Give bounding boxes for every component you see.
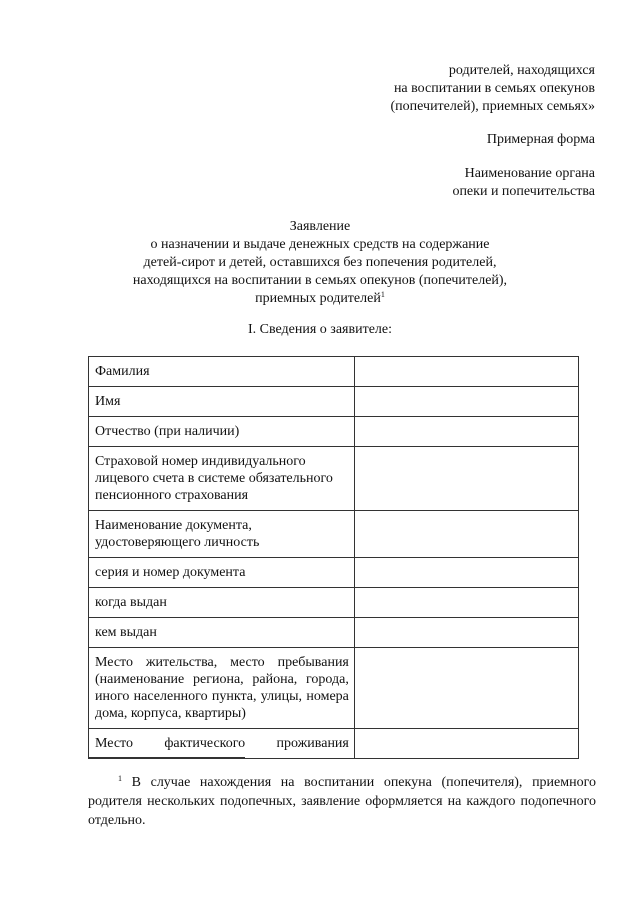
footnote-body <box>88 773 596 830</box>
row-value-field[interactable] <box>354 357 578 387</box>
header-line: родителей, находящихся <box>448 63 595 78</box>
table-row <box>89 357 579 387</box>
table-row <box>89 417 579 447</box>
row-label: Наименование документа, удостоверяющего личность <box>89 511 355 558</box>
title-line: находящихся на воспитании в семьях опекунов (попечителей), <box>132 273 508 288</box>
organ-line: опеки и попечительства <box>452 184 595 199</box>
row-label: Отчество (при наличии) <box>89 417 355 447</box>
title-heading: Заявление <box>289 219 351 234</box>
organ-name-block <box>452 165 595 201</box>
footnote-reference: 1 <box>380 290 385 299</box>
applicant-info-table <box>88 356 579 759</box>
row-value-field[interactable] <box>354 558 578 588</box>
table-row <box>89 648 579 729</box>
table-row <box>89 558 579 588</box>
section-heading: I. Сведения о заявителе: <box>247 322 393 337</box>
row-value-field[interactable] <box>354 511 578 558</box>
row-value-field[interactable] <box>354 417 578 447</box>
row-label: Место фактического проживания <box>89 729 355 759</box>
title-line: приемных родителей <box>255 291 381 306</box>
footnote-text: В случае нахождения на воспитании опекуна (попечителя), приемного родителя нескольких подопечных, заявление оформляется на каждого подопечного отдельно. <box>88 775 597 828</box>
form-label: Примерная форма <box>486 132 595 147</box>
row-label: Место жительства, место пребывания (наименование региона, района, города, иного населенного пункта, улицы, номера дома, корпуса, квартиры) <box>89 648 355 729</box>
header-line: на воспитании в семьях опекунов <box>393 81 595 96</box>
row-value-field[interactable] <box>354 447 578 511</box>
row-label: когда выдан <box>89 588 355 618</box>
header-reference <box>391 62 595 116</box>
title-line: о назначении и выдаче денежных средств на содержание <box>150 237 490 252</box>
row-value-field[interactable] <box>354 618 578 648</box>
row-label: кем выдан <box>89 618 355 648</box>
table-row <box>89 588 579 618</box>
footnote-mark: 1 <box>118 774 122 783</box>
table-row <box>89 447 579 511</box>
row-value-field[interactable] <box>354 588 578 618</box>
header-line: (попечителей), приемных семьях» <box>390 99 595 114</box>
row-label: Страховой номер индивидуального лицевого счета в системе обязательного пенсионного страхования <box>89 447 355 511</box>
organ-line: Наименование органа <box>464 166 595 181</box>
footnote <box>88 773 596 830</box>
document-title <box>0 218 640 308</box>
footnote-divider <box>88 757 245 758</box>
table-row <box>89 618 579 648</box>
table-row <box>89 729 579 759</box>
title-line-last <box>0 290 640 308</box>
row-value-field[interactable] <box>354 648 578 729</box>
row-value-field[interactable] <box>354 387 578 417</box>
row-label: Фамилия <box>89 357 355 387</box>
row-value-field[interactable] <box>354 729 578 759</box>
row-label: Имя <box>89 387 355 417</box>
row-label: серия и номер документа <box>89 558 355 588</box>
table-row <box>89 511 579 558</box>
table-row <box>89 387 579 417</box>
title-line: детей-сирот и детей, оставшихся без попечения родителей, <box>143 255 497 270</box>
